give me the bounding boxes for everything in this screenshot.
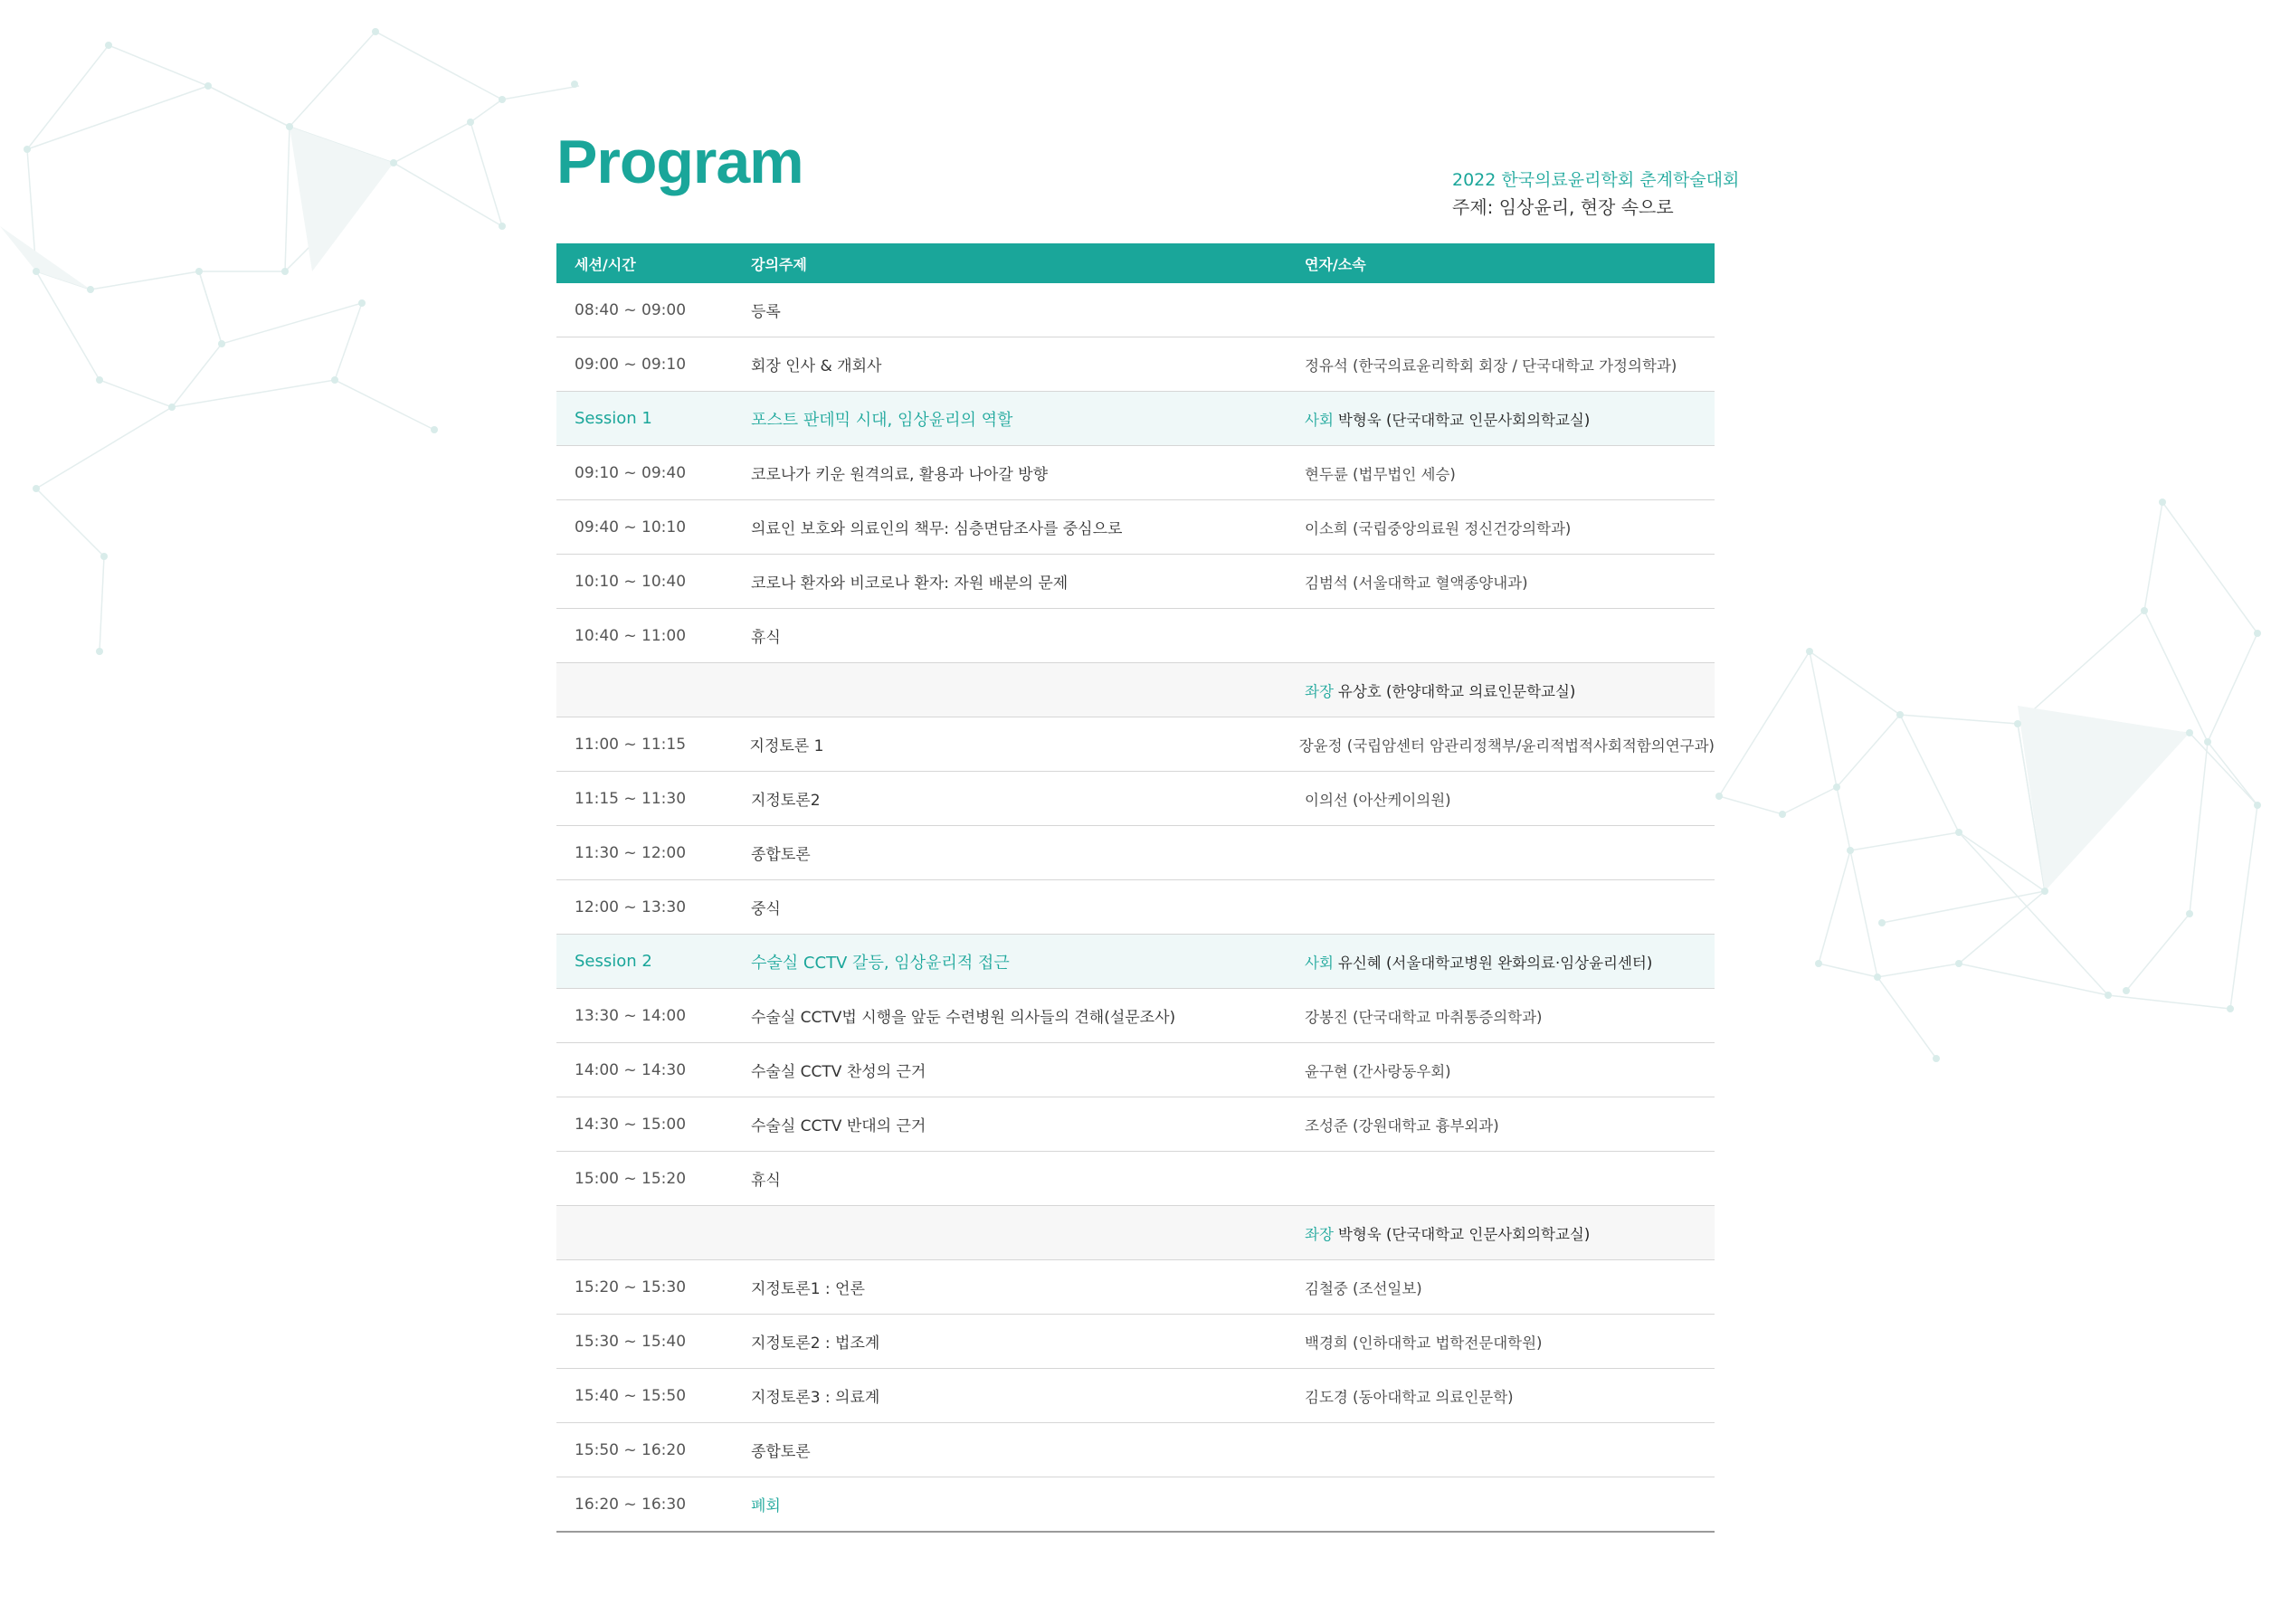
time-cell: 11:00 ~ 11:15 [575,735,687,754]
table-row [556,337,1715,392]
time-cell: 14:30 ~ 15:00 [575,1115,687,1134]
time-cell: 15:50 ~ 16:20 [575,1440,687,1459]
conference-theme: 주제: 임상윤리, 현장 속으로 [1452,196,1674,218]
speaker-name: 유신혜 (서울대학교병원 완화의료·임상윤리센터) [1337,954,1653,972]
table-row [556,283,1715,337]
time-cell: 10:40 ~ 11:00 [575,626,687,645]
time-cell: 14:00 ~ 14:30 [575,1060,687,1079]
topic-cell: 지정토론 1 [749,737,824,755]
role-label: 좌장 [1305,682,1334,700]
table-row [556,1369,1715,1423]
speaker-cell [1305,408,1715,430]
speaker-cell: 정유석 (한국의료윤리학회 회장 / 단국대학교 가정의학과) [1305,356,1677,375]
speaker-cell: 조성준 (강원대학교 흉부외과) [1305,1116,1499,1135]
topic-cell: 휴식 [751,629,781,647]
speaker-cell: 김철중 (조선일보) [1305,1279,1422,1297]
session-row [556,392,1715,446]
table-row [556,989,1715,1043]
table-row [556,1152,1715,1206]
time-cell: 09:10 ~ 09:40 [575,463,687,482]
topic-cell: 회장 인사 & 개회사 [751,357,882,375]
topic-cell: 중식 [751,900,781,918]
speaker-name: 박형욱 (단국대학교 인문사회의학교실) [1337,1225,1591,1243]
topic-cell: 포스트 판데믹 시대, 임상윤리의 역할 [751,410,1013,430]
table-header [556,243,1715,283]
table-row [556,1260,1715,1315]
topic-cell: 코로나 환자와 비코로나 환자: 자원 배분의 문제 [751,575,1069,593]
chair-row [556,663,1715,717]
time-cell: 15:30 ~ 15:40 [575,1332,687,1351]
time-cell: 16:20 ~ 16:30 [575,1495,687,1514]
speaker-cell: 이의선 (아산케이의원) [1305,791,1451,809]
topic-cell: 지정토론1 : 언론 [751,1280,865,1298]
speaker-cell [1305,951,1715,973]
session-label: Session 1 [575,409,652,428]
table-row [556,555,1715,609]
topic-cell: 지정토론2 : 법조계 [751,1334,880,1353]
speaker-cell: 현두륜 (법무법인 세승) [1305,465,1456,483]
speaker-name: 유상호 (한양대학교 의료인문학교실) [1337,682,1576,700]
time-cell: 13:30 ~ 14:00 [575,1006,687,1025]
time-cell: 08:40 ~ 09:00 [575,300,687,319]
topic-cell: 종합토론 [751,1443,811,1461]
speaker-cell: 장윤정 (국립암센터 암관리정책부/윤리적법적사회적함의연구과) [1298,736,1715,755]
speaker-cell: 이소희 (국립중앙의료원 정신건강의학과) [1305,519,1572,537]
topic-cell: 종합토론 [751,846,811,864]
table-row [556,772,1715,826]
topic-cell: 의료인 보호와 의료인의 책무: 심층면담조사를 중심으로 [751,520,1123,538]
table-row [556,880,1715,935]
session-row [556,935,1715,989]
program-table [556,243,1715,1533]
time-cell: 12:00 ~ 13:30 [575,897,687,916]
role-label: 사회 [1305,411,1334,429]
speaker-name: 박형욱 (단국대학교 인문사회의학교실) [1337,411,1591,429]
chair-row [556,1206,1715,1260]
topic-cell: 지정토론2 [751,792,821,810]
time-cell: 10:10 ~ 10:40 [575,572,687,591]
header-session-time: 세션/시간 [575,255,636,273]
topic-cell: 휴식 [751,1172,781,1190]
table-row [556,1477,1715,1533]
table-row [556,446,1715,500]
table-row [556,826,1715,880]
table-row [556,1043,1715,1097]
speaker-cell: 윤구현 (간사랑동우회) [1305,1062,1451,1080]
header-speaker: 연자/소속 [1305,255,1366,273]
speaker-cell: 강봉진 (단국대학교 마취통증의학과) [1305,1008,1543,1026]
conference-info [1452,166,1739,221]
table-row [556,1097,1715,1152]
conference-name: 2022 한국의료윤리학회 춘계학술대회 [1452,170,1740,190]
topic-cell: 수술실 CCTV 갈등, 임상윤리적 접근 [751,953,1010,973]
topic-cell: 수술실 CCTV법 시행을 앞둔 수련병원 의사들의 견해(설문조사) [751,1009,1176,1027]
speaker-cell: 김도경 (동아대학교 의료인문학) [1305,1388,1514,1406]
table-row [556,1423,1715,1477]
page-title: Program [556,128,803,196]
speaker-cell [1305,1222,1715,1244]
speaker-cell: 백경희 (인하대학교 법학전문대학원) [1305,1334,1543,1352]
topic-cell: 폐회 [751,1497,781,1515]
table-row [556,1315,1715,1369]
role-label: 사회 [1305,954,1334,972]
session-label: Session 2 [575,952,652,971]
topic-cell: 수술실 CCTV 반대의 근거 [751,1117,926,1135]
topic-cell: 수술실 CCTV 찬성의 근거 [751,1063,926,1081]
time-cell: 09:00 ~ 09:10 [575,355,687,374]
time-cell: 15:20 ~ 15:30 [575,1277,687,1296]
table-body [556,283,1715,1533]
table-row [556,609,1715,663]
topic-cell: 등록 [751,303,781,321]
time-cell: 15:40 ~ 15:50 [575,1386,687,1405]
topic-cell: 지정토론3 : 의료계 [751,1389,880,1407]
time-cell: 11:30 ~ 12:00 [575,843,687,862]
topic-cell: 코로나가 키운 원격의료, 활용과 나아갈 방향 [751,466,1049,484]
role-label: 좌장 [1305,1225,1334,1243]
table-row [556,500,1715,555]
speaker-cell [1305,679,1715,701]
header-topic: 강의주제 [751,255,807,273]
time-cell: 11:15 ~ 11:30 [575,789,687,808]
time-cell: 15:00 ~ 15:20 [575,1169,687,1188]
time-cell: 09:40 ~ 10:10 [575,518,687,537]
speaker-cell: 김범석 (서울대학교 혈액종양내과) [1305,574,1528,592]
table-row [556,717,1715,772]
